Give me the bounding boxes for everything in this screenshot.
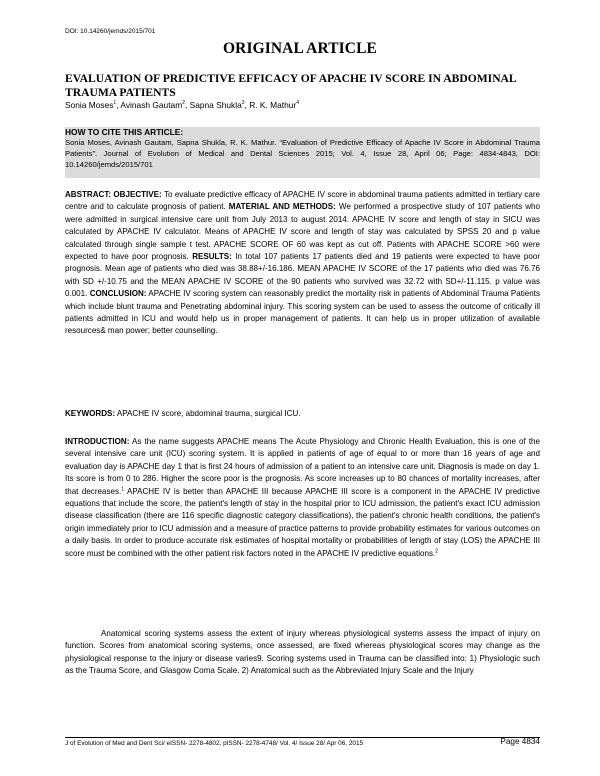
- introduction-paragraph: [65, 436, 540, 560]
- introduction-text: As the name suggests APACHE means The Acute Physiology and Chronic Health Evaluation, this is one of the several intensive care unit (ICU) scoring system. It is applied in patients of age of equal to or more than 16 years of age and evaluation day is APACHE day 1 that is first 24 hours of admission of a patient to an intensive care unit. Diagnosis is made on day 1. Its score is from 0 to 286. Higher the score poor is the prognosis. As score increases up to 80 chances of mortality increases, after that decreases.: [65, 437, 541, 496]
- citation-heading: HOW TO CITE THIS ARTICLE:: [65, 127, 184, 137]
- author-name: R. K. Mathur: [249, 100, 297, 110]
- introduction-text: APACHE IV is better than APACHE III because APACHE III score is a component in the APACHE IV predictive equations that include the score, the patient's length of stay in the hospital prior to ICU admission, the patient's exact ICU admission disease classification (there are 116 specific diagnostic category classifications), the patient's chronic health conditions, the patient's origin immediately prior to ICU admission and a measure of practice patterns to provide probability estimates for various outcomes on a daily basis. In order to produce accurate risk estimates of hospital mortality or probabilities of length of stay (LOS) the APACHE III score must be combined with the other patient risk factors noted in the APACHE IV predictive equations.: [65, 486, 540, 558]
- objective-label: OBJECTIVE:: [113, 190, 162, 199]
- footer-divider: [65, 737, 540, 738]
- abstract-label: ABSTRACT:: [65, 190, 112, 199]
- objective-text: To evaluate predictive efficacy of APACHE IV score in abdominal trauma patients admitted in tertiary care centre and to calculate prognosis of patient.: [65, 190, 540, 212]
- section-heading: ORIGINAL ARTICLE: [223, 40, 377, 57]
- page-number: Page 4834: [500, 737, 540, 746]
- citation-box: [65, 127, 540, 178]
- conclusion-label: CONCLUSION:: [89, 289, 147, 299]
- article-title: EVALUATION OF PREDICTIVE EFFICACY OF APACHE IV SCORE IN ABDOMINAL TRAUMA PATIENTS: [65, 72, 517, 99]
- page-footer: [65, 737, 540, 747]
- keywords: [65, 408, 540, 420]
- keywords-text: APACHE IV score, abdominal trauma, surgical ICU.: [116, 409, 301, 418]
- author-affiliation: 1: [113, 100, 117, 107]
- results-label: RESULTS:: [192, 252, 232, 262]
- author-affiliation: 3: [241, 100, 245, 107]
- results-text: In total 107 patients 17 patients died and 19 patients were expected to have poor prognosis. Mean age of patients who died was 38.88+/-16.186. MEAN APACHE IV SCORE of the 17 patients who died was 76.76 with SD +/-10.75 and the MEAN APACHE IV SCORE of the 90 patients who survived was 32.72 with SD+/-11.115. p value was 0.001.: [65, 252, 540, 299]
- body-paragraph: Anatomical scoring systems assess the extent of injury whereas physiological systems assess the impact of injury on function. Scores from anatomical scoring systems, once assessed, are fixed whereas physiological scores may change as the physiological response to the injury or disease varies9. Scoring systems used in Trauma can be classified into: 1) Physiologic such as the Trauma Score, and Glasgow Coma Scale. 2) Anatomical such as the Abbreviated Injury Scale and the Injury: [65, 629, 540, 676]
- footer-journal: J of Evolution of Med and Dent Sci/ eISSN- 2278-4802, pISSN- 2278-4748/ Vol. 4/ Issue 28/ Apr 06, 2015: [65, 740, 364, 747]
- author-name: Sapna Shukla: [189, 100, 242, 110]
- author-name: Avinash Gautam: [120, 100, 183, 110]
- reference-marker: 1: [121, 485, 124, 492]
- conclusion-text: APACHE IV scoring system can reasonably predict the mortality risk in patients of Abdominal Trauma Patients which include blunt trauma and Penetrating abdominal injury. This scoring system can be used to assess the outcome of critically ill patients admitted in ICU and would help us in proper management of patients. It can help us in proper utilization of available resources& man power; better counselling.: [65, 289, 540, 336]
- citation-text: Sonia Moses, Avinash Gautam, Sapna Shukla, R. K. Mathur. “Evaluation of Predictive Efficacy of Apache IV Score in Abdominal Trauma Patients”. Journal of Evolution of Medical and Dental Sciences 2015; Vol. 4, Issue 28, April 06; Page: 4834-4843, DOI: 10.14260/jemds/2015/701: [65, 138, 540, 169]
- author-affiliation: 2: [182, 100, 185, 107]
- abstract: [65, 189, 540, 338]
- author-name: Sonia Moses: [65, 100, 114, 110]
- author-list: Sonia Moses$^1$, Avinash Gautam$^2$, Sapna Shukla$^3$, R. K. Mathur$^4$: [65, 100, 299, 110]
- introduction-label: INTRODUCTION:: [65, 437, 130, 446]
- author-affiliation: 4: [296, 100, 299, 107]
- doi-line: DOI: 10.14260/jemds/2015/701: [65, 28, 156, 35]
- keywords-label: KEYWORDS:: [65, 409, 116, 418]
- methods-label: MATERIAL AND METHODS:: [228, 202, 336, 212]
- methods-text: We performed a prospective study of 107 patients who were admitted in surgical intensive care unit from July 2013 to august 2014. APACHE IV score and length of stay in SICU was calculated by APACHE IV calculator. Means of APACHE IV score and length of stay was calculated by SPSS 20 and p value calculated through single sample t test. APACHE SCORE OF 60 was kept as cut off. Patients with APACHE SCORE >60 were expected to have poor prognosis.: [65, 202, 540, 262]
- reference-marker: 2: [435, 547, 438, 554]
